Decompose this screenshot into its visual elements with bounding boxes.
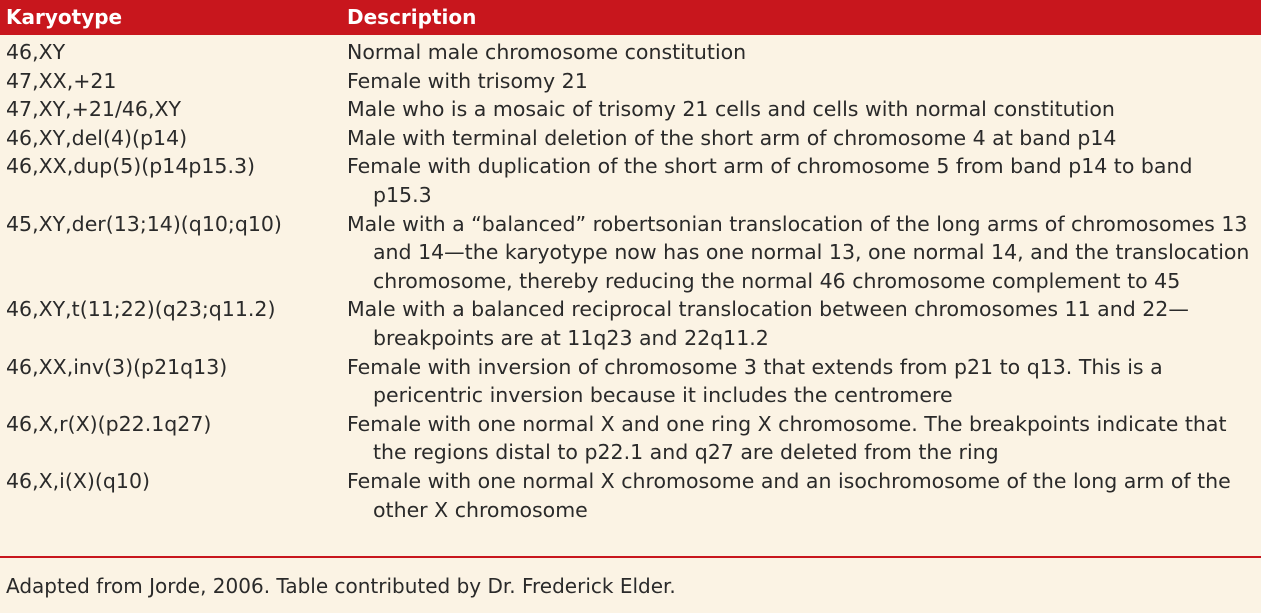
description-cell: Female with one normal X chromosome and an isochromosome of the long arm of the other X chromosome (347, 468, 1231, 522)
description-cell: Male who is a mosaic of trisomy 21 cells and cells with normal constitution (347, 97, 1115, 122)
karyotype-cell: 46,XY,t(11;22)(q23;q11.2) (6, 297, 276, 322)
table-footnote: Adapted from Jorde, 2006. Table contributed by Dr. Frederick Elder. (6, 574, 676, 598)
karyotype-cell: 47,XY,+21/46,XY (6, 97, 182, 122)
table-header (0, 0, 1261, 35)
header-karyotype: Karyotype (6, 5, 123, 29)
description-cell: Female with one normal X and one ring X chromosome. The breakpoints indicate that the regions distal to p22.1 and q27 are deleted from the ring (347, 411, 1227, 465)
table-row (0, 353, 1261, 410)
table-body (0, 38, 1261, 524)
karyotype-cell: 46,XX,inv(3)(p21q13) (6, 354, 228, 379)
header-description: Description (347, 5, 477, 29)
table-row (0, 467, 1261, 524)
description-cell: Male with terminal deletion of the short arm of chromosome 4 at band p14 (347, 125, 1117, 150)
karyotype-cell: 47,XX,+21 (6, 68, 117, 93)
description-cell: Female with duplication of the short arm of chromosome 5 from band p14 to band p15.3 (347, 154, 1193, 207)
footer-divider (0, 556, 1261, 558)
table-row (0, 67, 1261, 96)
table-row (0, 295, 1261, 352)
karyotype-cell: 46,XY (6, 40, 66, 64)
karyotype-cell: 46,X,i(X)(q10) (6, 468, 150, 493)
karyotype-cell: 45,XY,der(13;14)(q10;q10) (6, 211, 282, 236)
karyotype-cell: 46,XX,dup(5)(p14p15.3) (6, 154, 256, 179)
table-row (0, 124, 1261, 153)
description-cell: Male with a balanced reciprocal translocation between chromosomes 11 and 22—breakpoints are at 11q23 and 22q11.2 (347, 297, 1189, 350)
table-row (0, 210, 1261, 296)
description-cell: Normal male chromosome constitution (347, 40, 747, 64)
description-cell: Female with inversion of chromosome 3 that extends from p21 to q13. This is a pericentric inversion because it includes the centromere (347, 354, 1163, 408)
karyotype-cell: 46,XY,del(4)(p14) (6, 125, 188, 150)
description-cell: Male with a “balanced” robertsonian translocation of the long arms of chromosomes 13 and 14—the karyotype now has one normal 13, one normal 14, and the translocation chromosome, thereby reducing the normal 46 chromosome complement to 45 (347, 211, 1250, 293)
table-row (0, 410, 1261, 467)
table-row (0, 152, 1261, 209)
table-row (0, 95, 1261, 124)
description-cell: Female with trisomy 21 (347, 68, 588, 93)
karyotype-cell: 46,X,r(X)(p22.1q27) (6, 411, 212, 436)
table-row (0, 38, 1261, 67)
